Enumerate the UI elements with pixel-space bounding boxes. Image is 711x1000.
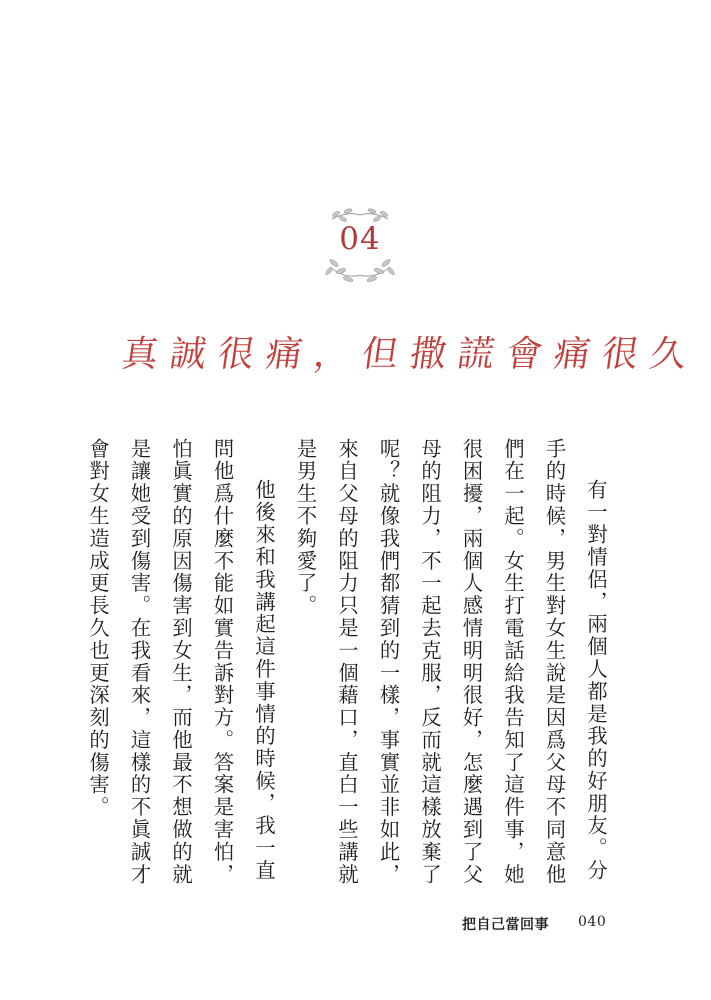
paragraph: 他後來和我講起這件事情的時候，我一直問他爲什麼不能如實告訴對方。答案是害怕，怕眞實的原因傷害到女生，而他最不想做的就是讓她受到傷害。在我看來，這樣的不眞誠才會對女生造成更長久也更深刻的傷害。 bbox=[86, 438, 276, 886]
running-footer-title: 把自己當回事 bbox=[462, 917, 549, 933]
chapter-number: 04 bbox=[339, 221, 381, 257]
body-text bbox=[86, 438, 616, 896]
page-number: 040 bbox=[578, 914, 607, 930]
paragraph: 有一對情侶，兩個人都是我的好朋友。分手的時候，男生對女生說是因爲父母不同意他們在一起。女生打電話給我告知了這件事，她很困擾，兩個人感情明明很好，怎麼遇到了父母的阻力，不一起去克服，反而就這樣放棄了呢？就像我們都猜到的一樣，事實並非如此，來自父母的阻力只是一個藉口，直白一些講就是男生不夠愛了。 bbox=[293, 438, 608, 886]
chapter-title: 真誠很痛，但撒謊會痛很久 bbox=[119, 334, 701, 376]
